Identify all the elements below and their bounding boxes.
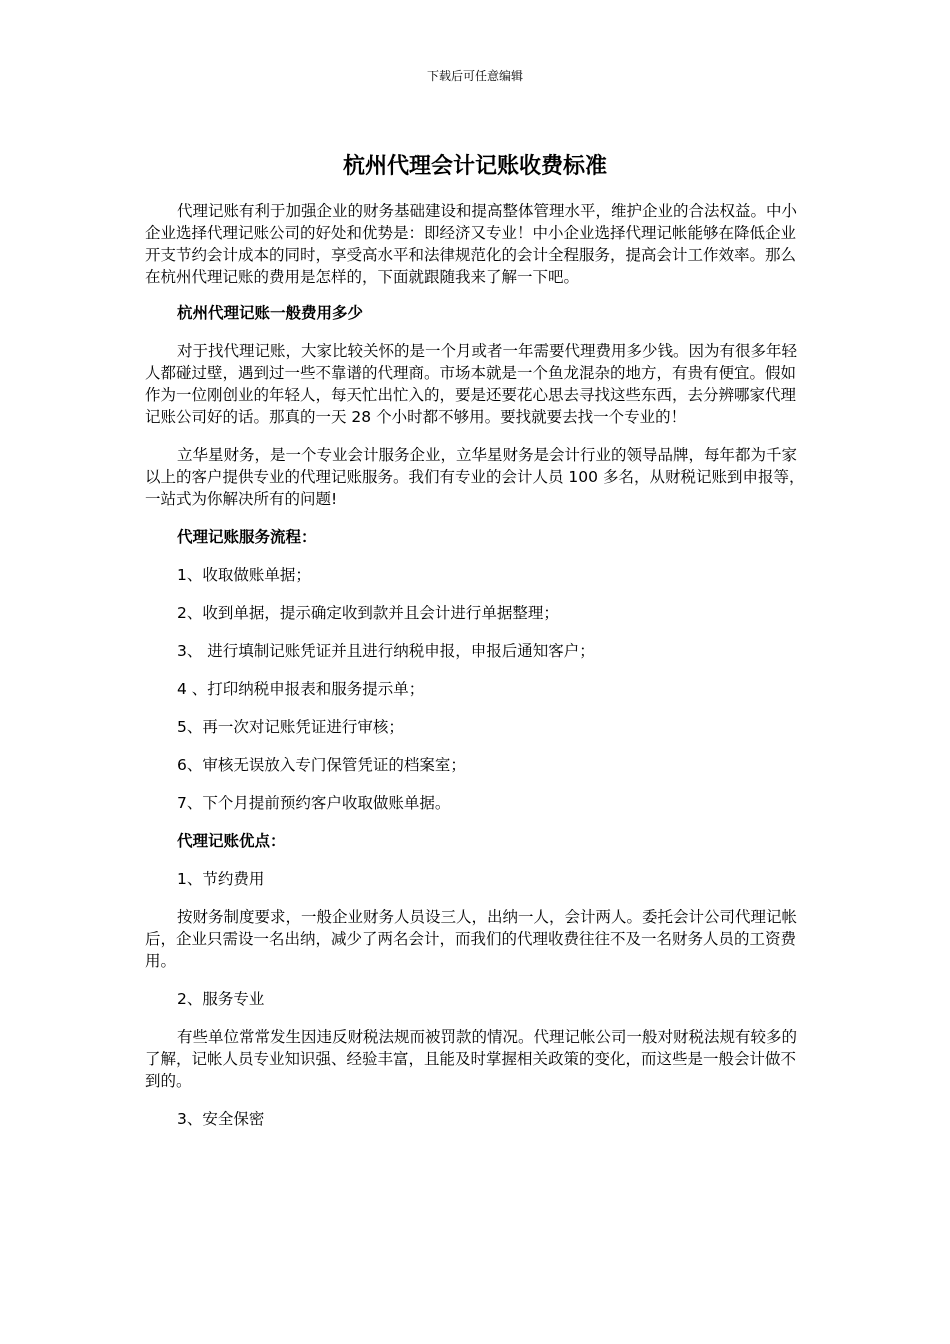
section-heading-advantages: 代理记账优点： [177, 832, 286, 850]
process-step: 5、再一次对记账凭证进行审核； [177, 718, 404, 736]
process-step: 6、审核无误放入专门保管凭证的档案室； [177, 756, 466, 774]
advantage-text: 有些单位常常发生因违反财税法规而被罚款的情况。代理记帐公司一般对财税法规有较多的了解，记帐人员专业知识强、经验丰富，且能及时掌握相关政策的变化，而这些是一般会计做不到的。 [145, 1028, 798, 1090]
advantage-title: 1、节约费用 [177, 870, 265, 888]
section-heading-process: 代理记账服务流程： [177, 528, 317, 546]
advantage-title: 3、安全保密 [177, 1110, 265, 1128]
document-body [145, 200, 805, 1146]
cost-paragraph: 对于找代理记账，大家比较关怀的是一个月或者一年需要代理费用多少钱。因为有很多年轻人都碰过壁，遇到过一些不靠谱的代理商。市场本就是一个鱼龙混杂的地方，有贵有便宜。假如作为一位刚创业的年轻人，每天忙出忙入的，要是还要花心思去寻找这些东西，去分辨哪家代理记账公司好的话。那真的一天 28 个小时都不够用。要找就要去找一个专业的！ [145, 342, 798, 426]
section-heading-cost: 杭州代理记账一般费用多少 [177, 304, 364, 322]
process-step: 7、下个月提前预约客户收取做账单据。 [177, 794, 451, 812]
advantage-title: 2、服务专业 [177, 990, 265, 1008]
document-title: 杭州代理会计记账收费标准 [342, 154, 607, 179]
header-note: 下载后可任意编辑 [426, 69, 523, 83]
process-step: 2、收到单据，提示确定收到款并且会计进行单据整理； [177, 604, 559, 622]
process-step: 1、收取做账单据； [177, 566, 311, 584]
company-paragraph: 立华星财务，是一个专业会计服务企业，立华星财务是会计行业的领导品牌，每年都为千家以上的客户提供专业的代理记账服务。我们有专业的会计人员 100 多名，从财税记账到申报等，一站式为你解决所有的问题! [145, 446, 805, 508]
intro-paragraph: 代理记账有利于加强企业的财务基础建设和提高整体管理水平，维护企业的合法权益。中小企业选择代理记账公司的好处和优势是：即经济又专业！中小企业选择代理记帐能够在降低企业开支节约会计成本的同时，享受高水平和法律规范化的会计全程服务，提高会计工作效率。那么在杭州代理记账的费用是怎样的，下面就跟随我来了解一下吧。 [145, 202, 798, 286]
process-step: 3、 进行填制记账凭证并且进行纳税申报，申报后通知客户； [177, 642, 595, 660]
advantage-text: 按财务制度要求，一般企业财务人员设三人，出纳一人，会计两人。委托会计公司代理记帐后，企业只需设一名出纳，减少了两名会计，而我们的代理收费往往不及一名财务人员的工资费用。 [145, 908, 798, 970]
process-step: 4 、打印纳税申报表和服务提示单； [177, 680, 425, 698]
